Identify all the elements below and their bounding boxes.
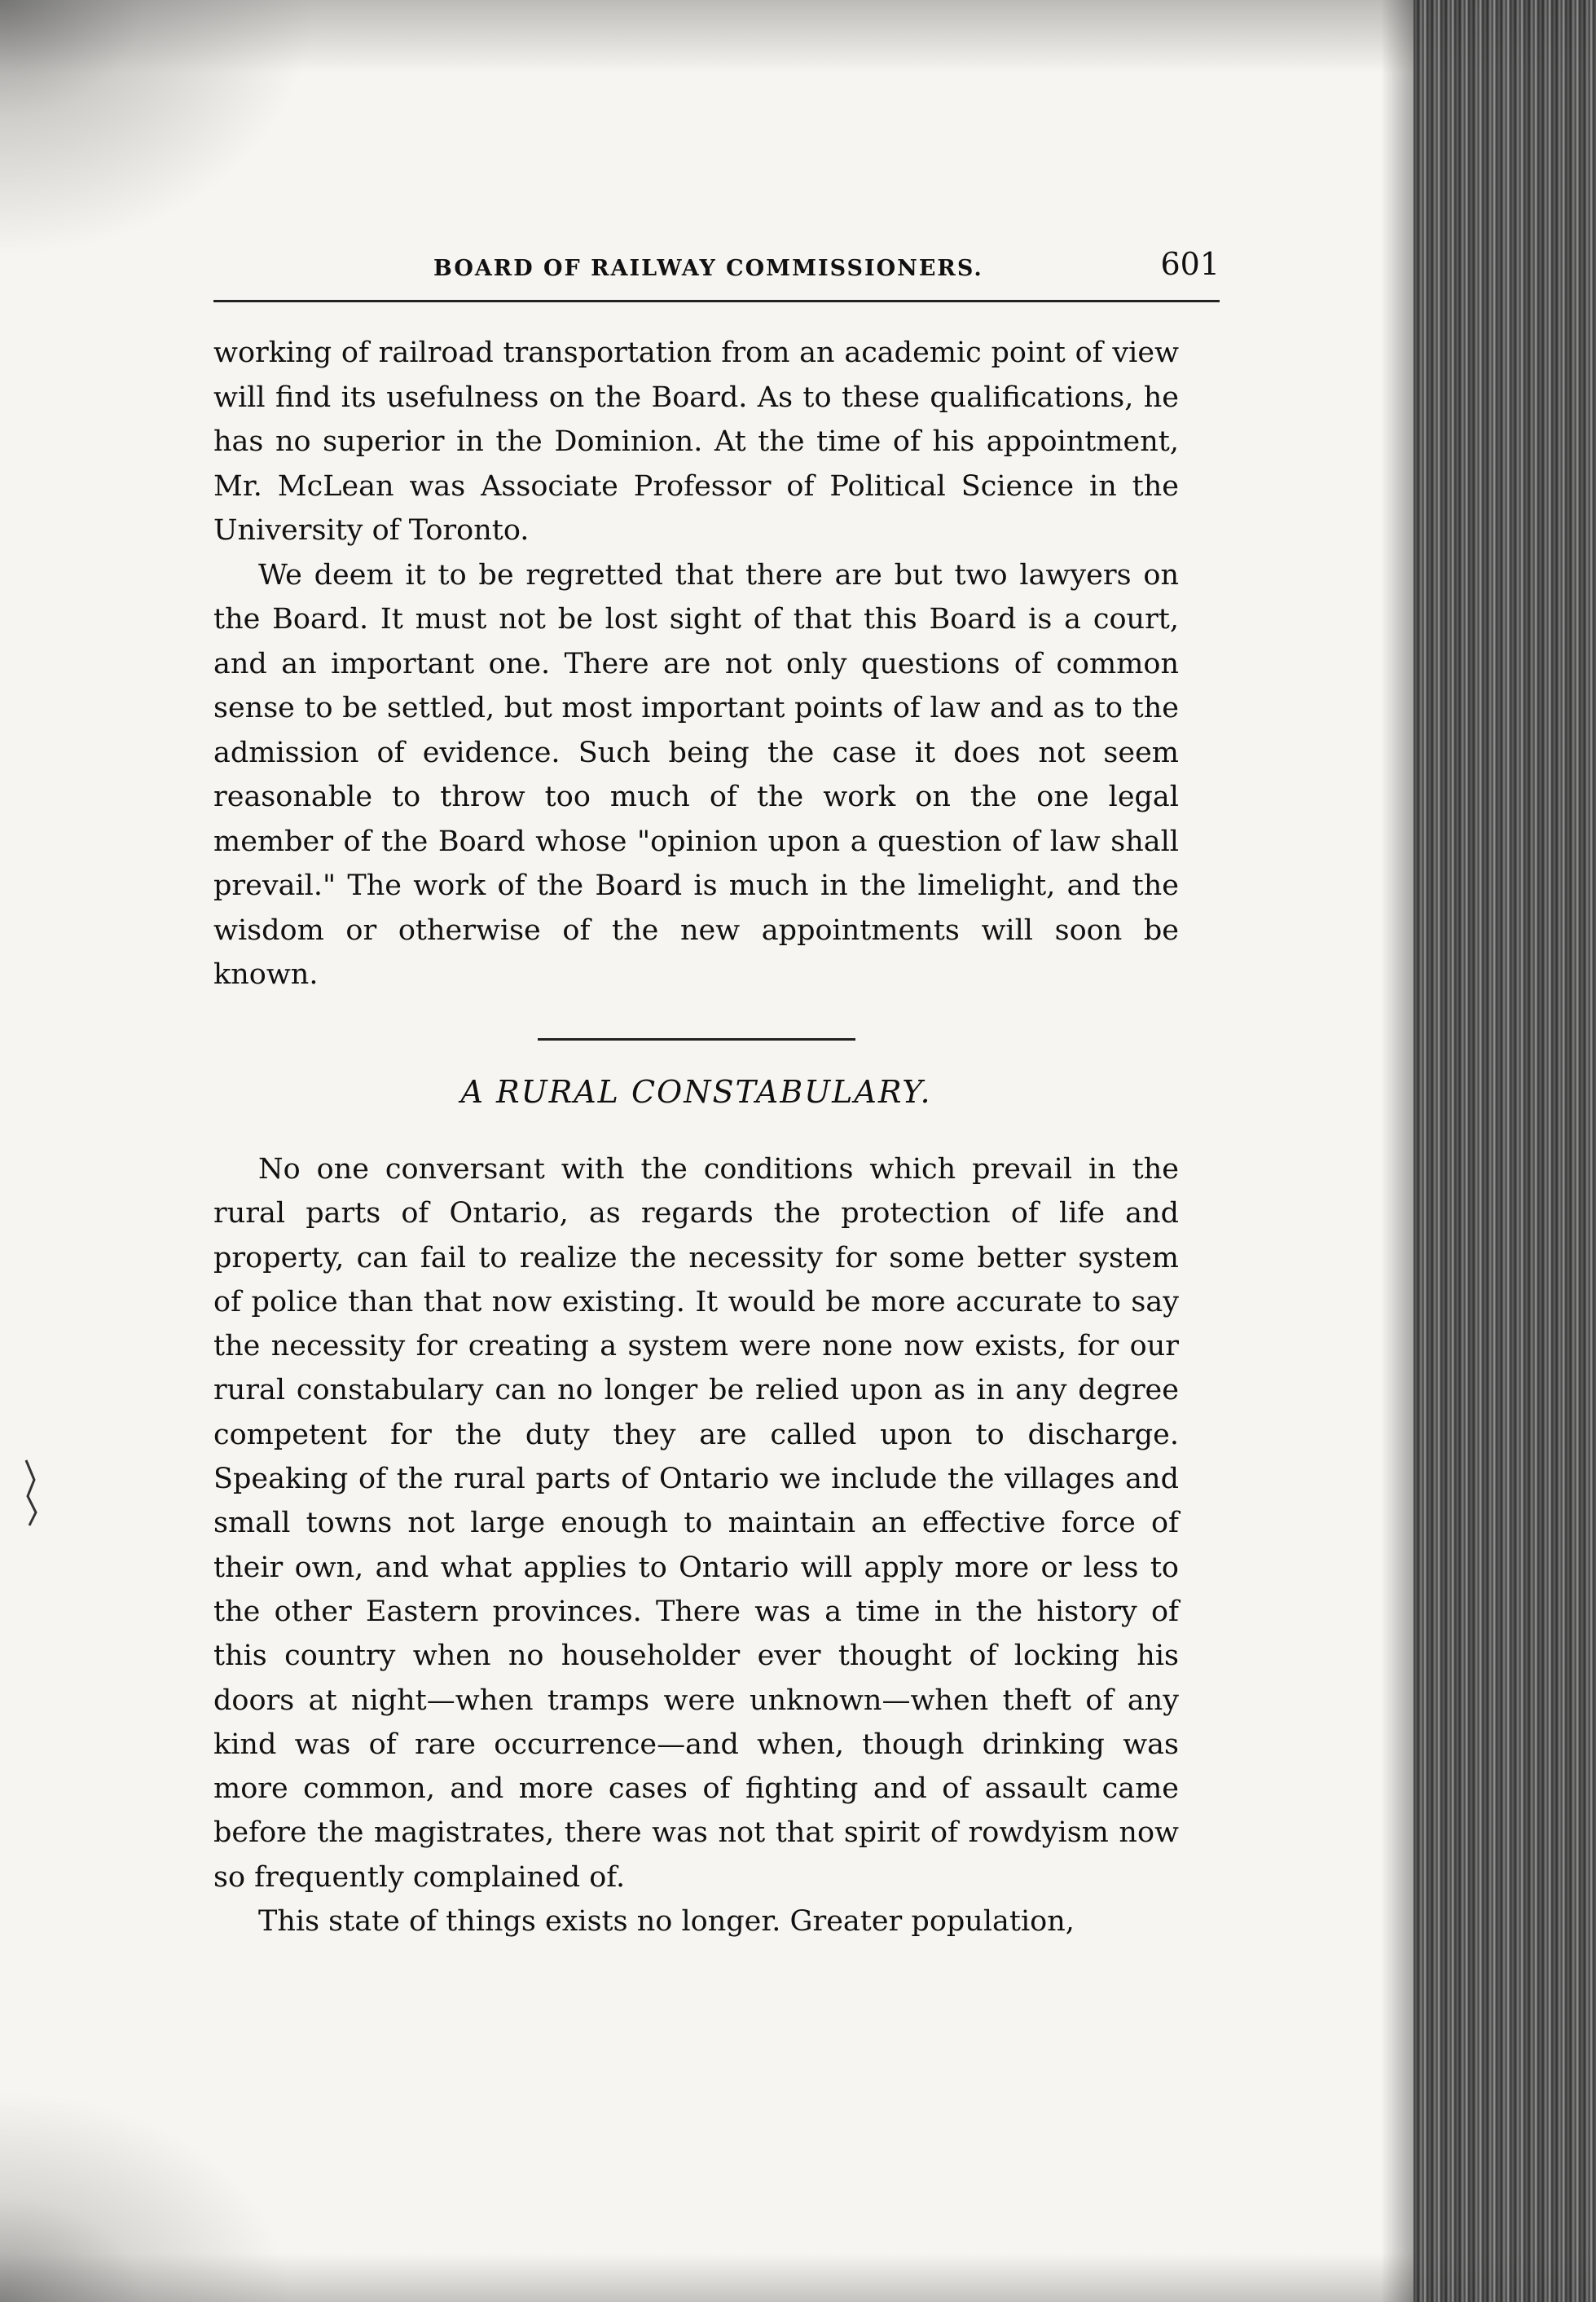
paragraph: We deem it to be regretted that there are but two lawyers on the Board. It must not be lost sight of that this Board is a court, and an important one. There are not only questions of common sense to be settled, but most important points of law and as to the admission of evidence. Such being the case it does not seem reasonable to throw too much of the work on the one legal member of the Board whose "opinion upon a question of law shall prevail." The work of the Board is much in the limelight, and the wisdom or otherwise of the new appointments will soon be known. [213, 558, 1179, 991]
running-head: BOARD OF RAILWAY COMMISSIONERS. [433, 256, 983, 281]
scan-bottom-shadow [0, 2253, 1596, 2302]
page-number: 601 [1160, 246, 1220, 282]
paragraph: This state of things exists no longer. Greater population, [258, 1905, 1075, 1939]
scan-corner-shadow-top-left [0, 0, 342, 277]
header-rule [213, 300, 1220, 302]
section-title: A RURAL CONSTABULARY. [460, 1074, 932, 1110]
scan-corner-shadow-bottom-left [0, 2090, 293, 2302]
section-body [213, 1147, 1179, 1943]
page-header [213, 244, 1220, 293]
continuation-text [213, 331, 1179, 997]
margin-mark-icon [23, 1455, 41, 1529]
paragraph: working of railroad transportation from an academic point of view will find its usefulness on the Board. As to these qualifications, he has no superior in the Dominion. At the time of his appointment, Mr. McLean was Associate Professor of Political Science in the University of Toronto. [213, 337, 1179, 547]
paragraph: No one conversant with the conditions which prevail in the rural parts of Ontario, as regards the protection of life and property, can fail to realize the necessity for some better system of police than that now existing. It would be more accurate to say the necessity for creating a system were none now exists, for our rural constabulary can no longer be relied upon as in any degree competent for the duty they are called upon to discharge. Speaking of the rural parts of Ontario we include the villages and small towns not large enough to maintain an effective force of their own, and what applies to Ontario will apply more or less to the other Eastern provinces. There was a time in the history of this country when no householder ever thought of locking his doors at night—when tramps were unknown—when theft of any kind was of rare occurrence—and when, though drinking was more common, and more cases of fighting and of assault came before the magistrates, there was not that spirit of rowdyism now so frequently complained of. [213, 1153, 1179, 1894]
book-binding-edge [1414, 0, 1596, 2302]
scan-top-shadow [0, 0, 1596, 73]
section-divider [538, 1038, 855, 1041]
